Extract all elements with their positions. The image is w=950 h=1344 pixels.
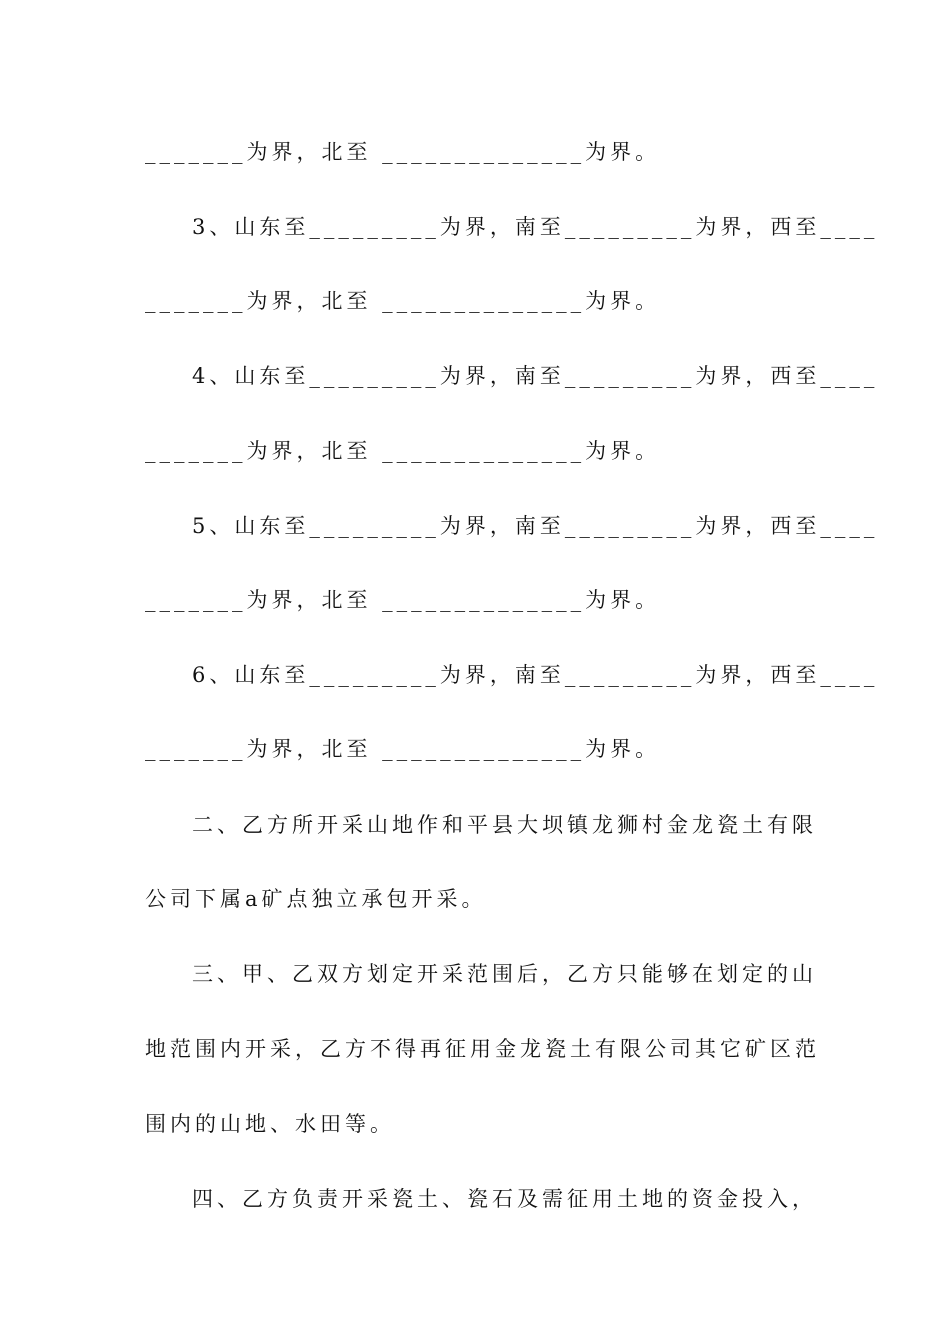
paragraph-3-line: 地范围内开采，乙方不得再征用金龙瓷土有限公司其它矿区范 [145,1037,820,1061]
paragraph-4-line: 四、乙方负责开采瓷土、瓷石及需征用土地的资金投入， [192,1187,817,1211]
clause-6-line: 6、山东至_________为界，南至_________为界，西至____ [192,663,879,687]
text-line: _______为界，北至 ______________为界。 [145,588,661,612]
paragraph-3-line: 三、甲、乙双方划定开采范围后，乙方只能够在划定的山 [192,962,817,986]
text-line: _______为界，北至 ______________为界。 [145,140,661,164]
paragraph-2-line: 二、乙方所开采山地作和平县大坝镇龙狮村金龙瓷土有限 [192,813,817,837]
clause-3-line: 3、山东至_________为界，南至_________为界，西至____ [192,215,879,239]
paragraph-2-line: 公司下属a矿点独立承包开采。 [145,887,487,911]
clause-4-line: 4、山东至_________为界，南至_________为界，西至____ [192,364,879,388]
paragraph-3-line: 围内的山地、水田等。 [145,1112,395,1136]
text-line: _______为界，北至 ______________为界。 [145,737,661,761]
text-line: _______为界，北至 ______________为界。 [145,439,661,463]
text-line: _______为界，北至 ______________为界。 [145,289,661,313]
clause-5-line: 5、山东至_________为界，南至_________为界，西至____ [192,514,879,538]
